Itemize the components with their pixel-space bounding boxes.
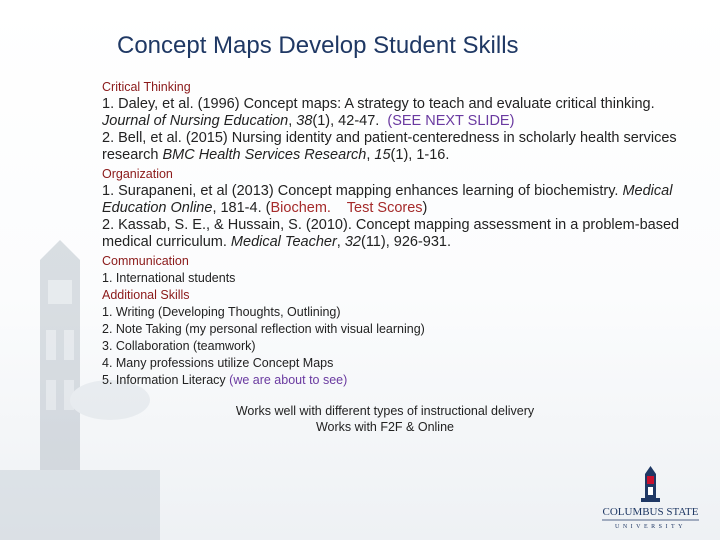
reference-text: Daley, et al. (1996) Concept maps: A strategy to teach and evaluate critical thinking. — [118, 96, 655, 112]
journal-name: Medical Teacher — [230, 234, 337, 250]
list-item: 2. Note Taking (my personal reflection with visual learning) — [102, 322, 425, 336]
reference-item — [102, 130, 702, 164]
list-item: 4. Many professions utilize Concept Maps — [102, 356, 334, 370]
delivery-note-line: Works with F2F & Online — [315, 420, 454, 434]
university-logo — [598, 462, 703, 530]
item-number: 2. — [102, 217, 119, 233]
about-to-see-note: (we are about to see) — [229, 373, 348, 387]
reference-pages: (11), 926-931. — [360, 234, 451, 250]
reference-text: Surapaneni, et al (2013) Concept mapping enhances learning of biochemistry. — [118, 183, 623, 199]
journal-volume: 38 — [296, 113, 313, 129]
delivery-notes — [130, 403, 640, 435]
logo-subtitle: UNIVERSITY — [615, 524, 686, 530]
reference-text: Kassab, S. E., & Hussain, S. (2010). Concept mapping assessment in a problem-based medical curriculum. — [102, 217, 680, 250]
reference-text: Bell, et al. (2015) Nursing identity and patient-centeredness in scholarly health services research — [102, 130, 677, 163]
reference-pages: (1), 1-16. — [390, 147, 450, 163]
reference-item — [102, 96, 702, 130]
separator: , — [288, 113, 297, 129]
note-close-paren: ) — [422, 200, 428, 216]
reference-pages: (1), 42-47. — [312, 113, 380, 129]
tower-emblem-icon — [641, 466, 660, 502]
item-number: 2. — [102, 130, 119, 146]
journal-name: Medical Education Online — [102, 183, 673, 216]
reference-item — [102, 183, 702, 217]
list-item: 1. International students — [102, 271, 236, 285]
separator: , — [366, 147, 375, 163]
slide-content — [102, 79, 702, 389]
reference-pages: , 181-4. — [212, 200, 262, 216]
section-heading-organization: Organization — [102, 167, 173, 181]
delivery-note-line: Works well with different types of instructional delivery — [235, 404, 535, 418]
list-item — [102, 372, 702, 389]
journal-volume: 32 — [344, 234, 361, 250]
see-next-slide-note: (SEE NEXT SLIDE) — [387, 113, 515, 129]
biochem-test-scores-note: Biochem. Test Scores — [270, 200, 423, 216]
item-number: 1. — [102, 183, 119, 199]
reference-item — [102, 217, 702, 251]
journal-name: Journal of Nursing Education — [102, 113, 289, 129]
section-heading-critical-thinking: Critical Thinking — [102, 80, 191, 94]
list-item-text: 5. Information Literacy — [102, 373, 230, 387]
note-open-paren: ( — [265, 200, 271, 216]
slide-title: Concept Maps Develop Student Skills — [117, 32, 519, 59]
list-item: 1. Writing (Developing Thoughts, Outlining) — [102, 305, 341, 319]
logo-name: COLUMBUS STATE — [602, 506, 699, 518]
section-heading-additional-skills: Additional Skills — [102, 288, 190, 302]
journal-name: BMC Health Services Research — [162, 147, 367, 163]
separator: , — [336, 234, 345, 250]
item-number: 1. — [102, 96, 119, 112]
journal-volume: 15 — [374, 147, 391, 163]
section-heading-communication: Communication — [102, 254, 189, 268]
list-item: 3. Collaboration (teamwork) — [102, 339, 256, 353]
